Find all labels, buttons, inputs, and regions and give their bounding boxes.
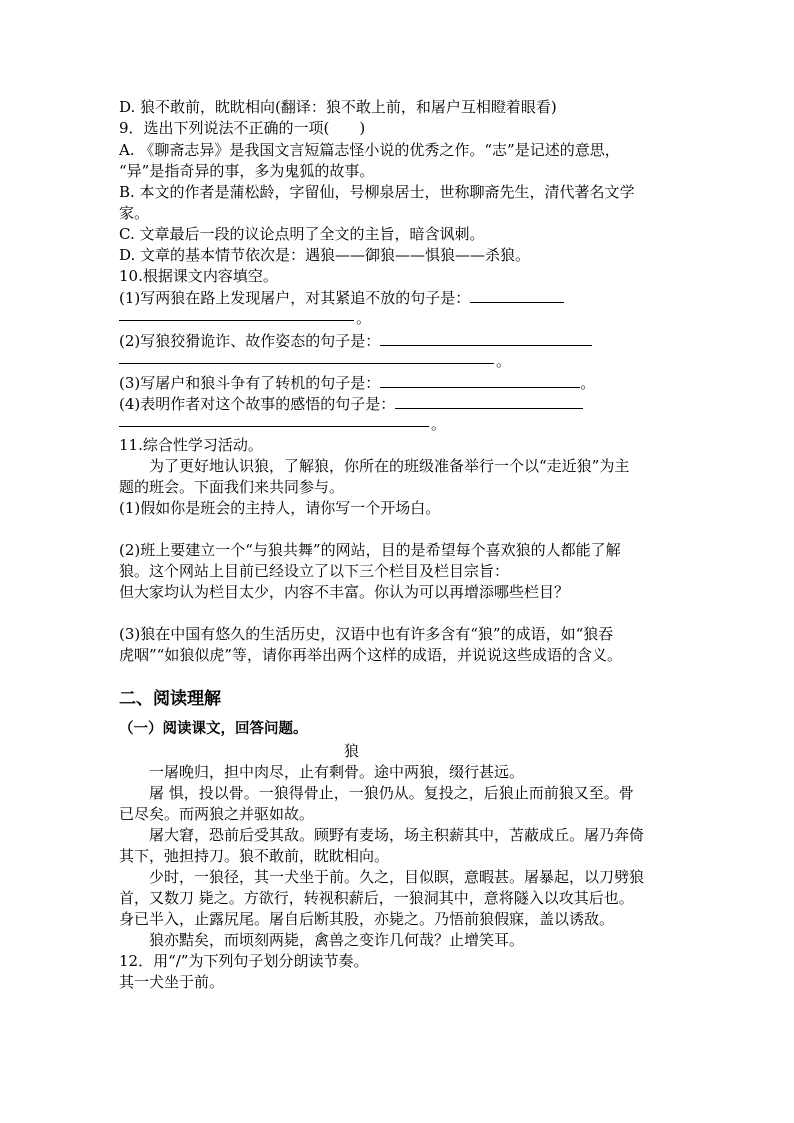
q10-item-1-text: (1)写两狼在路上发现屠户，对其紧追不放的句子是： [119, 289, 471, 307]
answer-blank[interactable] [119, 320, 354, 321]
passage-paragraph-3-line2: 其下，弛担持刀。狼不敢前，眈眈相向。 [119, 847, 390, 865]
q11-item-3-line1: (3)狼在中国有悠久的生活历史，汉语中也有许多含有“狼”的成语，如“狼吞 [119, 625, 614, 643]
answer-blank[interactable] [395, 394, 583, 409]
passage-paragraph-4-line1: 少时，一狼径，其一犬坐于前。久之，目似瞑，意暇甚。屠暴起，以刀劈狼 [149, 868, 645, 886]
q11-item-2-line3: 但大家均认为栏目太少，内容不丰富。你认为可以再增添哪些栏目？ [119, 583, 570, 601]
passage-paragraph-4-line3: 身已半入，止露尻尾。屠自后断其股，亦毙之。乃悟前狼假寐，盖以诱敌。 [119, 910, 615, 928]
q9-option-c: C. 文章最后一段的议论点明了全文的主旨，暗含讽刺。 [119, 225, 485, 243]
passage-paragraph-3-line1: 屠大窘，恐前后受其敌。顾野有麦场，场主积薪其中，苫蔽成丘。屠乃奔倚 [149, 826, 645, 844]
q9-option-a-line1: A. 《聊斋志异》是我国文言短篇志怪小说的优秀之作。“志”是记述的意思， [119, 141, 620, 159]
q10-item-4 [119, 394, 583, 414]
question-11: 11.综合性学习活动。 [119, 436, 263, 454]
passage-title: 狼 [344, 742, 360, 760]
question-9: 9．选出下列说法不正确的一项( ) [119, 119, 366, 137]
q10-item-2 [119, 331, 592, 351]
answer-blank[interactable] [119, 363, 494, 364]
passage-paragraph-2-line1: 屠 惧，投以骨。一狼得骨止，一狼仍从。复投之，后狼止而前狼又至。骨 [149, 784, 634, 802]
period: 。 [431, 415, 447, 433]
answer-blank[interactable] [380, 373, 580, 388]
q9-option-b-line1: B. 本文的作者是蒲松龄，字留仙，号柳泉居士，世称聊斋先生，清代著名文学 [119, 183, 635, 201]
passage-paragraph-2-line2: 已尽矣。而两狼之并驱如故。 [119, 805, 315, 823]
question-12: 12．用“/”为下列句子划分朗读节奏。 [119, 952, 369, 970]
q11-item-2-line2: 狼。这个网站上目前已经设立了以下三个栏目及栏目宗旨： [119, 562, 510, 580]
q10-item-1 [119, 288, 564, 308]
q11-item-3-line2: 虎咽”“如狼似虎”等，请你再举出两个这样的成语，并说说这些成语的含义。 [119, 646, 623, 664]
answer-blank[interactable] [119, 426, 429, 427]
q9-option-a-line2: “异”是指奇异的事，多为鬼狐的故事。 [119, 162, 375, 180]
q10-item-2-text: (2)写狼狡猾诡诈、故作姿态的句子是： [119, 332, 381, 350]
question-10: 10.根据课文内容填空。 [119, 267, 278, 285]
q10-item-3 [119, 373, 595, 393]
q11-item-2-line1: (2)班上要建立一个“与狼共舞”的网站，目的是希望每个喜欢狼的人都能了解 [119, 541, 621, 559]
passage-paragraph-4-line2: 首，又数刀 毙之。方欲行，转视积薪后，一狼洞其中，意将隧入以攻其后也。 [119, 889, 634, 907]
question-12-sentence: 其一犬坐于前。 [119, 973, 225, 991]
q11-intro-line1: 为了更好地认识狼，了解狼，你所在的班级准备举行一个以“走近狼”为主 [149, 457, 630, 475]
option-d-line: D. 狼不敢前，眈眈相向(翻译：狼不敢上前，和屠户互相瞪着眼看) [119, 98, 557, 116]
q10-item-3-text: (3)写屠户和狼斗争有了转机的句子是： [119, 374, 381, 392]
q9-option-d: D. 文章的基本情节依次是：遇狼——御狼——惧狼——杀狼。 [119, 246, 531, 264]
period: 。 [356, 309, 372, 327]
section-heading: 二、阅读理解 [119, 689, 221, 709]
q11-item-1: (1)假如你是班会的主持人，请你写一个开场白。 [119, 499, 441, 517]
q10-item-4-text: (4)表明作者对这个故事的感悟的句子是： [119, 395, 396, 413]
q9-option-b-line2: 家。 [119, 204, 150, 222]
passage-paragraph-1: 一屠晚归，担中肉尽，止有剩骨。途中两狼，缀行甚远。 [149, 763, 525, 781]
answer-blank[interactable] [380, 331, 592, 346]
passage-paragraph-5: 狼亦黠矣，而顷刻两毙，禽兽之变诈几何哉？止增笑耳。 [149, 931, 525, 949]
period: 。 [580, 374, 596, 392]
answer-blank[interactable] [470, 288, 564, 303]
q11-intro-line2: 题的班会。下面我们来共同参与。 [119, 478, 345, 496]
period: 。 [496, 352, 512, 370]
subsection-heading: （一）阅读课文，回答问题。 [119, 721, 308, 737]
